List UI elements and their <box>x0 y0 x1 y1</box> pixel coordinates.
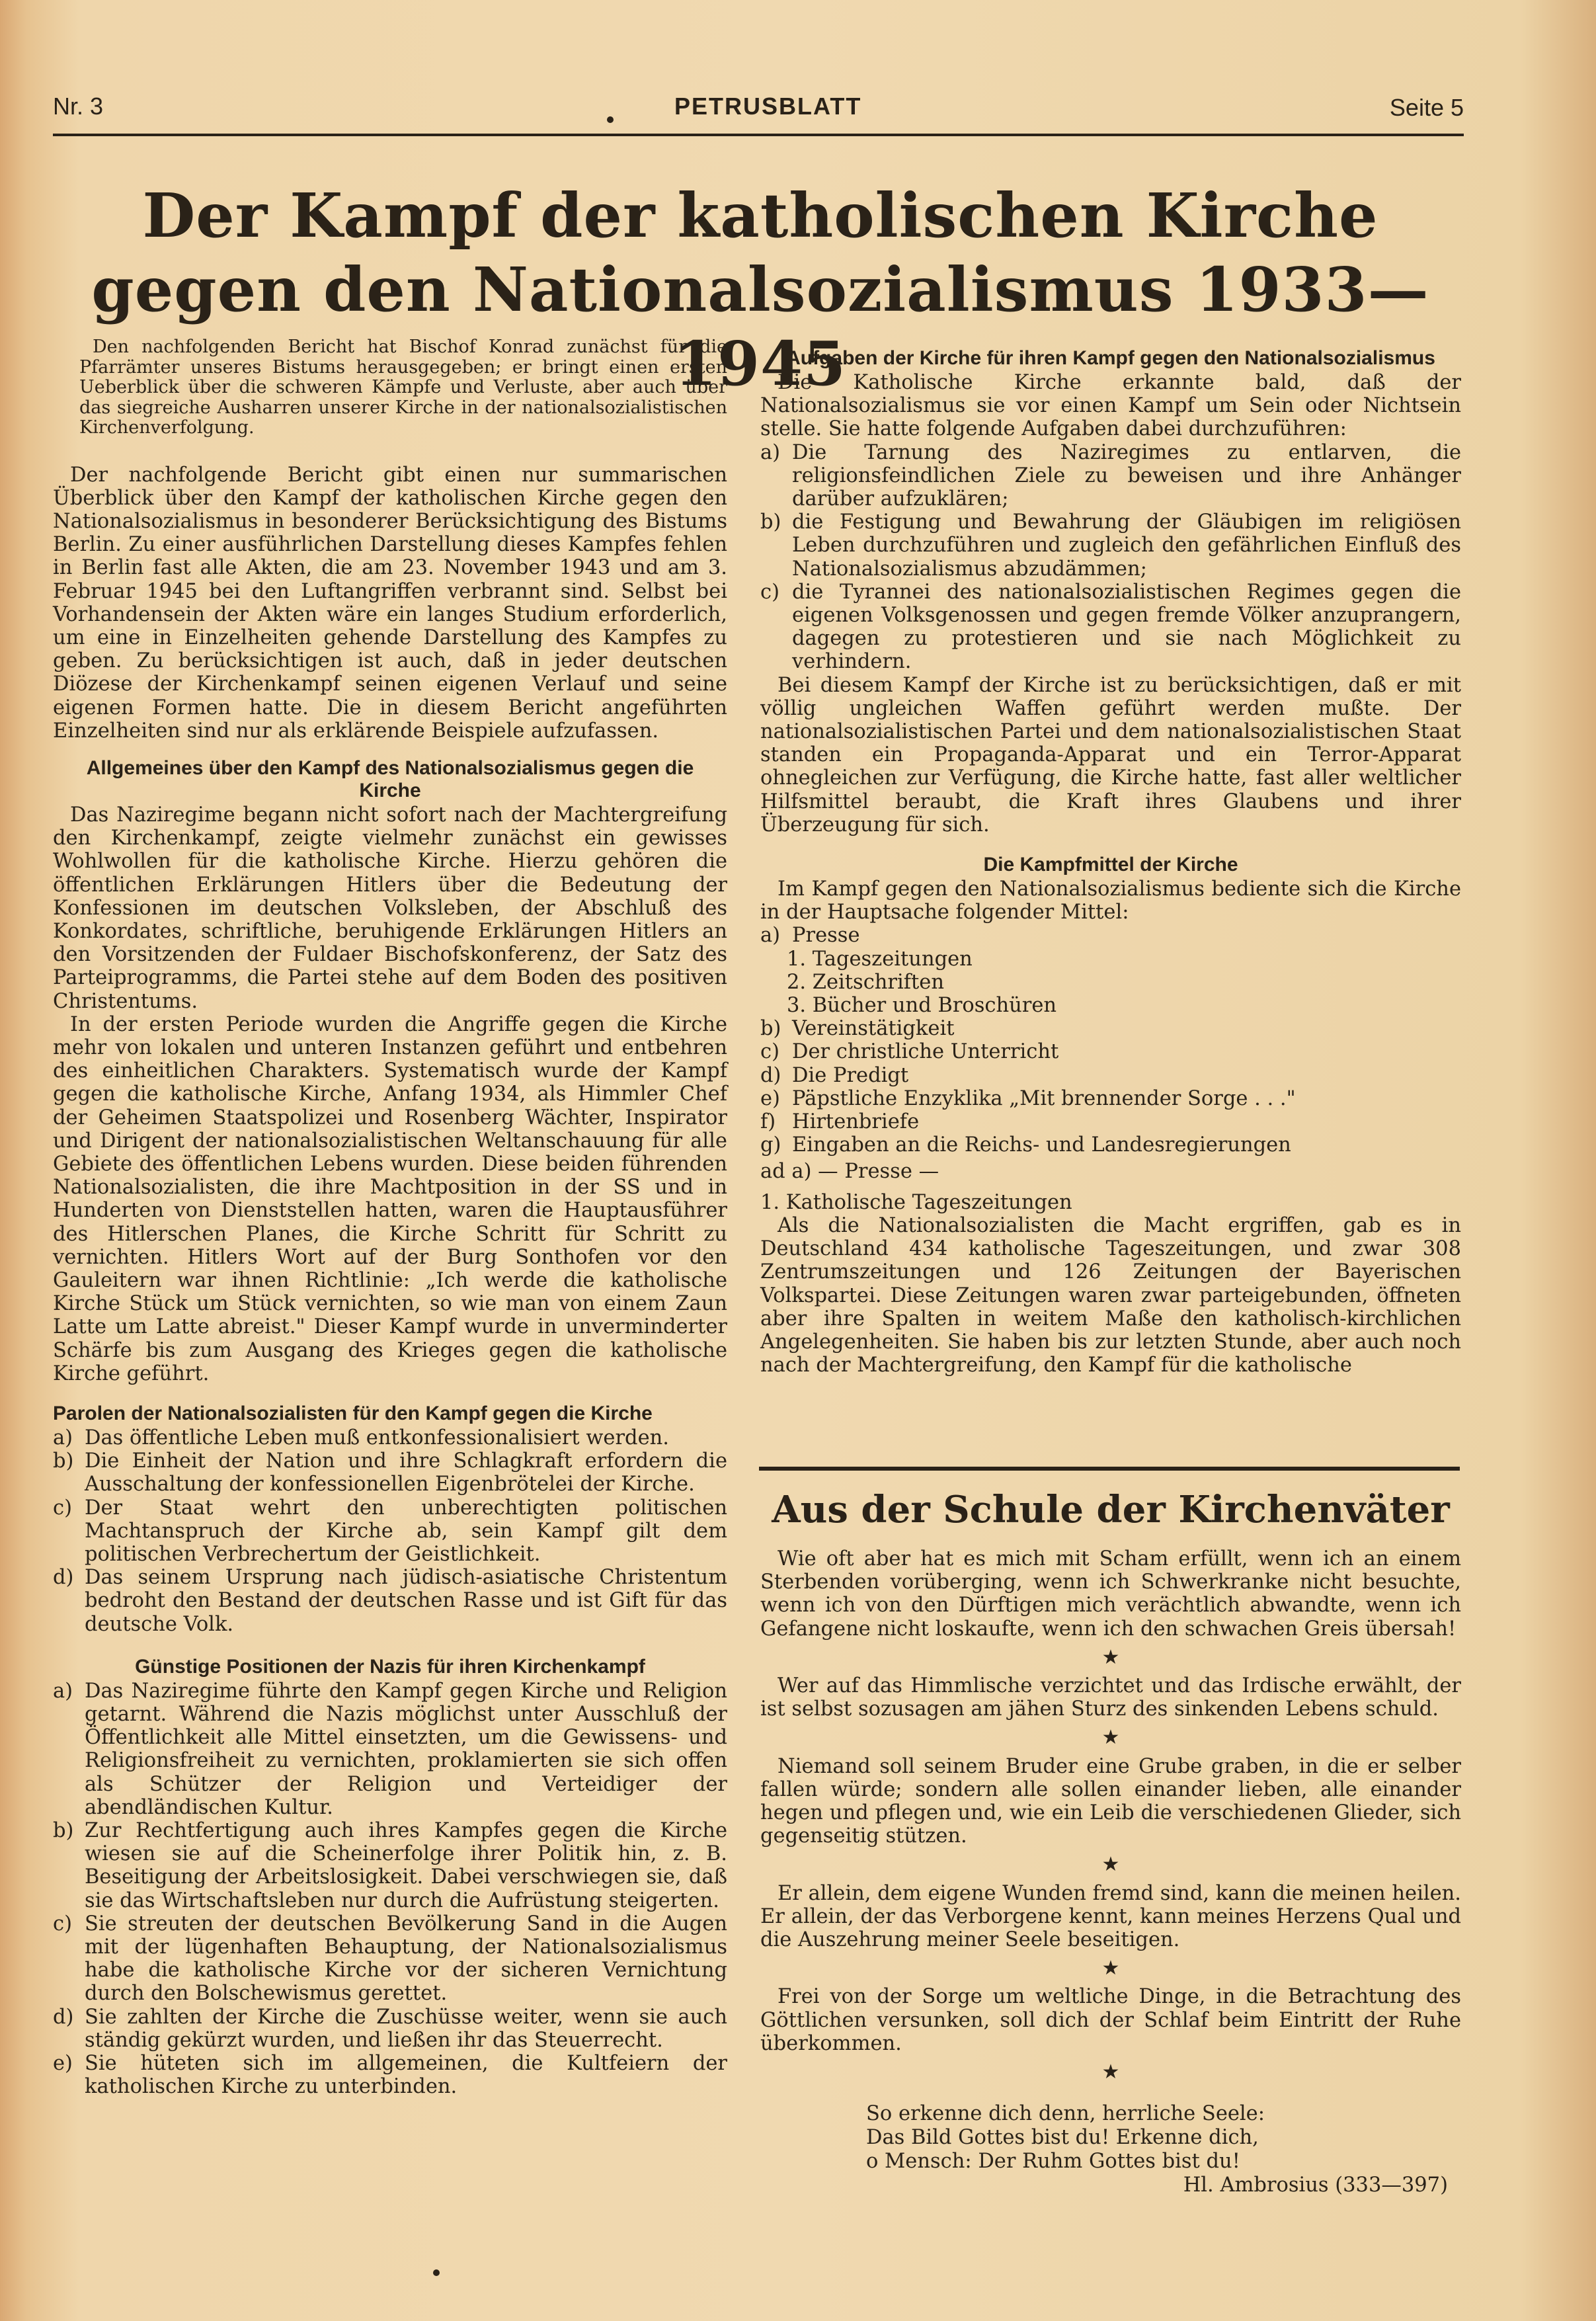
paragraph: Der nachfolgende Bericht gibt einen nur summarischen Überblick über den Kampf der katholischen Kirche gegen den Nationalsozialismus in besonderer Berücksichtigung des Bistums Berlin. Zu einer ausführlichen Darstellung dieses Kampfes fehlen in Berlin fast alle Akten, die am 23. November 1943 und am 3. Februar 1945 bei den Luftangriffen verbrannt sind. Selbst bei Vorhandensein der Akten wäre ein langes Studium erforderlich, um eine in Einzelheiten gehende Darstellung des Kampfes zu geben. Zu berücksichtigen ist auch, daß in jeder deutschen Diözese der Kirchenkampf seinen eigenen Verlauf und seine eigenen Formen hatte. Die in diesem Bericht angeführten Einzelheiten sind nur als erklärende Beispiele aufzufassen. <box>53 463 727 743</box>
list-item: d) Sie zahlten der Kirche die Zuschüsse weiter, wenn sie auch ständig gekürzt wurden, und ließen ihr das Steuerrecht. <box>53 2005 727 2052</box>
subheading: 1. Katholische Tageszeitungen <box>760 1190 1072 1214</box>
column-left <box>53 337 727 2099</box>
list-item: b) Zur Rechtfertigung auch ihres Kampfes gegen die Kirche wiesen sie auf die Scheinerfolge ihrer Politik hin, z. B. Beseitigung der Arbeitslosigkeit. Dabei verschwiegen sie, daß sie das Wirtschaftsleben nur durch die Aufrüstung steigerten. <box>53 1819 727 1912</box>
masthead: PETRUSBLATT <box>674 93 862 120</box>
signature: Hl. Ambrosius (333—397) <box>1183 2174 1448 2197</box>
fathers-headline: Aus der Schule der Kirchenväter <box>772 1488 1450 1531</box>
mittel-list-cont <box>760 1017 1461 1157</box>
list-item: f) Hirtenbriefe <box>760 1110 920 1134</box>
quote: Frei von der Sorge um weltliche Dinge, in die Betrachtung des Göttlichen versunken, soll dich der Schlaf beim Eintritt der Ruhe überkommen. <box>760 1985 1461 2055</box>
closing-poem <box>866 2102 1461 2174</box>
section-separator <box>759 1467 1460 1471</box>
column-right <box>760 347 1461 1377</box>
star-icon: ★ <box>1101 1957 1120 1980</box>
list-item: e) Päpstliche Enzyklika „Mit brennender Sorge . . ." <box>760 1086 1296 1110</box>
list-item: 1. Tageszeitungen <box>787 947 973 971</box>
list-item: b) Die Einheit der Nation und ihre Schlagkraft erfordern die Ausschaltung der konfessionellen Eigenbrötelei der Kirche. <box>53 1449 727 1496</box>
aufgaben-list <box>760 441 1461 674</box>
list-item: a) Das öffentliche Leben muß entkonfessionalisiert werden. <box>53 1426 669 1450</box>
list-item: c) Der christliche Unterricht <box>760 1040 1059 1064</box>
star-icon: ★ <box>1101 1853 1120 1877</box>
quote: Niemand soll seinem Bruder eine Grube graben, in die er selber fallen würde; sondern alle sollen einander lieben, alle einander hegen und pflegen und, wie ein Leib die verschiedenen Glieder, sich gegenseitig stützen. <box>760 1754 1461 1848</box>
parolen-list <box>53 1426 727 1636</box>
subheading: ad a) — Presse — <box>760 1159 939 1183</box>
list-item: a) Das Naziregime führte den Kampf gegen Kirche und Religion getarnt. Während die Nazis möglichst unter Ausschluß der Öffentlichkeit alle Mittel einsetzten, um die Gewissens- und Religionsfreiheit zu vernichten, proklamierten sie sich offen als Schützer der Religion und Verteidiger der abendländischen Kultur. <box>53 1679 727 1819</box>
paragraph: Die Katholische Kirche erkannte bald, daß der Nationalsozialismus sie vor einen Kampf um Sein oder Nichtsein stelle. Sie hatte folgende Aufgaben dabei durchzuführen: <box>760 371 1461 441</box>
section-heading: Aufgaben der Kirche für ihren Kampf gegen den Nationalsozialismus <box>786 347 1435 369</box>
section-heading: Parolen der Nationalsozialisten für den Kampf gegen die Kirche <box>53 1403 653 1425</box>
list-item: c) Der Staat wehrt den unberechtigten politischen Machtanspruch der Kirche ab, sein Kampf gilt dem politischen Verbrechertum der Geistlichkeit. <box>53 1496 727 1567</box>
paragraph: Als die Nationalsozialisten die Macht ergriffen, gab es in Deutschland 434 katholische Tageszeitungen, und zwar 308 Zentrumszeitungen und 126 Zeitungen der Bayerischen Volkspartei. Diese Zeitungen waren zwar parteigebunden, öffneten aber ihre Spalten in weitem Maße den katholisch-kirchlichen Angelegenheiten. Sie haben bis zur letzten Stunde, aber auch noch nach der Machtergreifung, den Kampf für die katholische <box>760 1213 1461 1377</box>
list-item: c) Sie streuten der deutschen Bevölkerung Sand in die Augen mit der lügenhaften Behauptung, der Nationalsozialismus habe die katholische Kirche vor der sicheren Vernichtung durch den Bolschewismus gerettet. <box>53 1912 727 2006</box>
mittel-list <box>760 924 1461 947</box>
star-icon: ★ <box>1101 1645 1120 1669</box>
star-icon: ★ <box>1101 2060 1120 2084</box>
guenstig-list <box>53 1680 727 2099</box>
quote: Wer auf das Himmlische verzichtet und das Irdische erwählt, der ist selbst sozusagen am jähen Sturz des sinkenden Lebens schuld. <box>760 1674 1461 1721</box>
page-number: Seite 5 <box>1389 94 1464 121</box>
list-item: b) die Festigung und Bewahrung der Gläubigen im religiösen Leben durchzuführen und zugleich den gefährlichen Einfluß des Nationalsozialismus abzudämmen; <box>760 510 1461 581</box>
list-item: e) Sie hüteten sich im allgemeinen, die Kultfeiern der katholischen Kirche zu unterbinden. <box>53 2052 727 2099</box>
poem-line: So erkenne dich denn, herrliche Seele: <box>866 2102 1265 2126</box>
paragraph: In der ersten Periode wurden die Angriffe gegen die Kirche mehr von lokalen und unteren Instanzen geführt und entbehren des einheitlichen Charakters. Systematisch wurde der Kampf gegen die katholische Kirche, Anfang 1934, als Himmler Chef der Geheimen Staatspolizei und Rosenberg Wächter, Inspirator und Dirigent der nationalsozialistischen Weltanschauung für alle Gebiete des öffentlichen Lebens wurden. Diese beiden führenden Nationalsozialisten, die ihre Machtposition in der SS und in Hunderten von Dienststellen hatten, waren die Hauptausführer des Hitlerschen Planes, die Kirche Schritt für Schritt zu vernichten. Hitlers Wort auf der Burg Sonthofen vor den Gauleitern war ihnen Richtlinie: „Ich werde die katholische Kirche Stück um Stück vernichten, so wie man von einem Zaun Latte um Latte abreist." Dieser Kampf wurde in unverminderter Schärfe bis zum Ausgang des Krieges gegen die katholische Kirche geführt. <box>53 1012 727 1385</box>
star-icon: ★ <box>1101 1726 1120 1750</box>
paragraph: Im Kampf gegen den Nationalsozialismus bediente sich die Kirche in der Hauptsache folgender Mittel: <box>760 877 1461 924</box>
quote: Wie oft aber hat es mich mit Scham erfüllt, wenn ich an einem Sterbenden vorüberging, wenn ich Schwerkranke nicht besuchte, wenn ich von den Dürftigen mich verächtlich abwandte, wenn ich Gefangene nicht loskaufte, wenn ich den schwachen Greis übersah! <box>760 1547 1461 1641</box>
list-item: c) die Tyrannei des nationalsozialistischen Regimes gegen die eigenen Volksgenossen und gegen fremde Völker anzuprangern, dagegen zu protestieren und sie nach Möglichkeit zu verhindern. <box>760 580 1461 674</box>
paragraph: Das Naziregime begann nicht sofort nach der Machtergreifung den Kirchenkampf, zeigte vielmehr zunächst ein gewisses Wohlwollen für die katholische Kirche. Hierzu gehören die öffentlichen Erklärungen Hitlers über die Bedeutung der Konfessionen im deutschen Volksleben, der Abschluß des Konkordates, schriftliche, beruhigende Erklärungen Hitlers an den Vorsitzenden der Fuldaer Bischofskonferenz, der Satz des Parteiprogramms, die Partei stehe auf dem Boden des positiven Christentums. <box>53 803 727 1013</box>
list-item: 3. Bücher und Broschüren <box>787 994 1057 1018</box>
poem-line: Das Bild Gottes bist du! Erkenne dich, <box>866 2126 1259 2150</box>
headline-line-2: gegen den Nationalsozialismus 1933—1945 <box>91 254 1429 399</box>
list-item: d) Das seinem Ursprung nach jüdisch-asiatische Christentum bedroht den Bestand der deutschen Rasse und ist Gift für das deutsche Volk. <box>53 1566 727 1636</box>
paragraph: Bei diesem Kampf der Kirche ist zu berücksichtigen, daß er mit völlig ungleichen Waffen geführt werden mußte. Der nationalsozialistischen Partei und dem nationalsozialistischen Staat standen ein Propaganda-Apparat und ein Terror-Apparat ohnegleichen zur Verfügung, die Kirche hatte, fast aller weltlicher Hilfsmittel beraubt, die Kraft ihres Glaubens und ihrer Überzeugung für sich. <box>760 673 1461 836</box>
fathers-column <box>760 1547 1461 2197</box>
poem-line: o Mensch: Der Ruhm Gottes bist du! <box>866 2150 1240 2174</box>
section-heading: Die Kampfmittel der Kirche <box>983 854 1238 876</box>
list-item: 2. Zeitschriften <box>787 970 944 994</box>
quote: Er allein, dem eigene Wunden fremd sind, kann die meinen heilen. Er allein, der das Verborgene kennt, kann meines Herzens Qual und die Auszehrung meiner Seele beseitigen. <box>760 1881 1461 1952</box>
list-item: a) Die Tarnung des Naziregimes zu entlarven, die religionsfeindlichen Ziele zu beweisen und ihre Anhänger darüber aufzuklären; <box>760 440 1461 511</box>
print-speck <box>433 2269 440 2276</box>
header-rule <box>53 134 1464 136</box>
list-item: a) Presse <box>760 924 860 948</box>
headline-line-1: Der Kampf der katholischen Kirche <box>142 180 1378 251</box>
list-item: d) Die Predigt <box>760 1063 909 1087</box>
intro-paragraph: Den nachfolgenden Bericht hat Bischof Konrad zunächst für die Pfarrämter unseres Bistums herausgegeben; er bringt einen ersten Ueberblick über die schweren Kämpfe und Verluste, aber auch über das siegreiche Ausharren unserer Kirche in der nationalsozialistischen Kirchenverfolgung. <box>79 337 727 438</box>
print-speck <box>607 116 614 123</box>
section-heading: Allgemeines über den Kampf des Nationalsozialismus gegen die Kirche <box>86 756 694 801</box>
list-item: g) Eingaben an die Reichs- und Landesregierungen <box>760 1133 1291 1157</box>
page-header <box>53 87 1464 127</box>
list-item: b) Vereinstätigkeit <box>760 1017 955 1041</box>
section-heading: Günstige Positionen der Nazis für ihren Kirchenkampf <box>135 1655 645 1678</box>
issue-number: Nr. 3 <box>53 93 104 120</box>
presse-sublist <box>760 948 1461 1018</box>
